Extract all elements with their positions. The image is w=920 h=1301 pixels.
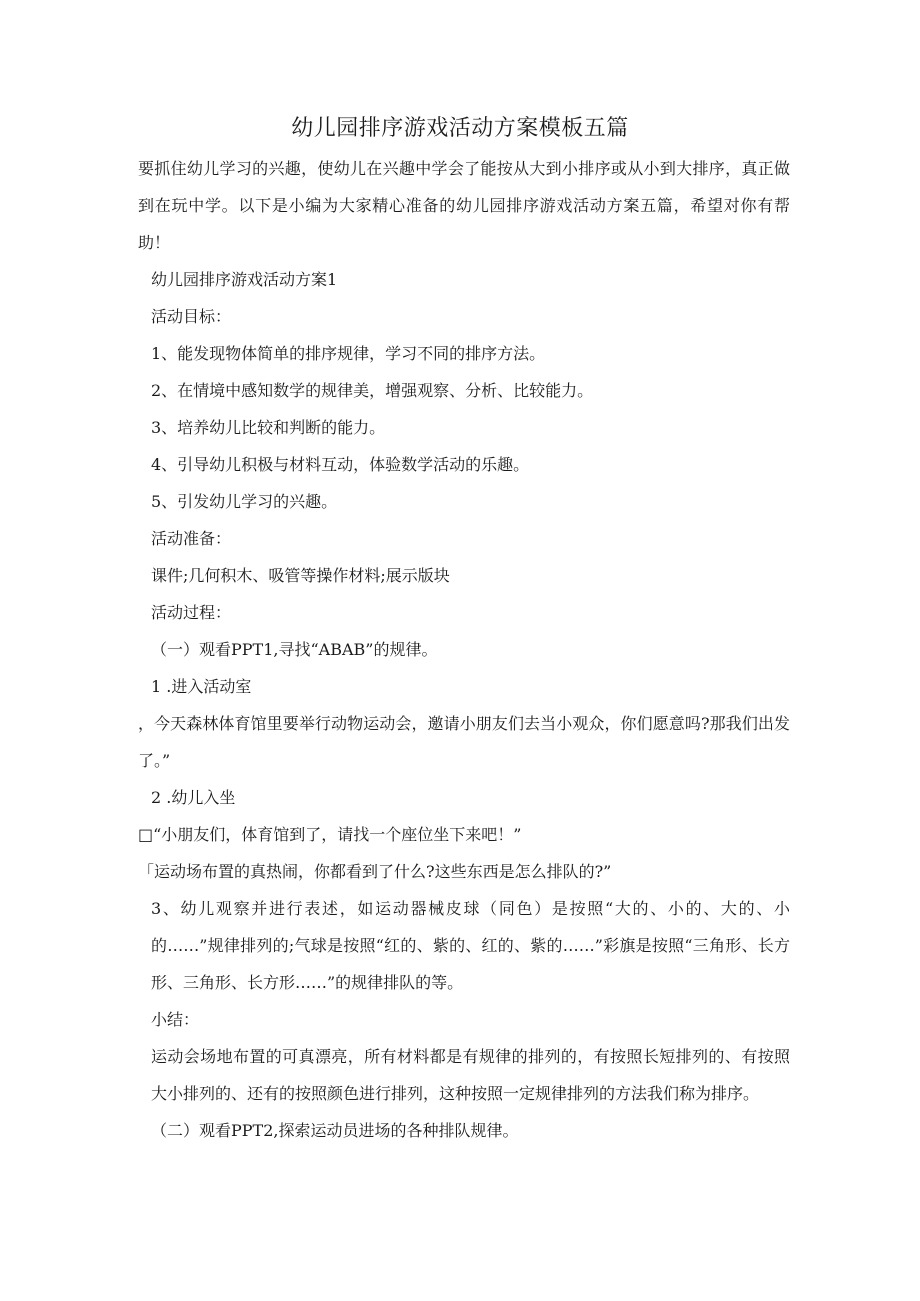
step-heading: （一）观看PPT1,寻找“ABAB”的规律。: [151, 640, 438, 659]
goal-item: 5、引发幼儿学习的兴趣。: [151, 492, 338, 511]
document-title: 幼儿园排序游戏活动方案模板五篇: [291, 116, 629, 141]
goal-item: 3、培养幼儿比较和判断的能力。: [151, 418, 386, 437]
preparation-heading: 活动准备：: [151, 529, 232, 548]
goal-item: 1、能发现物体简单的排序规律，学习不同的排序方法。: [151, 344, 546, 363]
body-paragraph: ，今天森林体育馆里要举行动物运动会，邀请小朋友们去当小观众，你们愿意吗?那我们出发了。”: [138, 714, 790, 770]
step-item: 1 .进入活动室: [151, 677, 252, 696]
goals-heading: 活动目标：: [151, 307, 232, 326]
goal-item: 4、引导幼儿积极与材料互动，体验数学活动的乐趣。: [151, 455, 530, 474]
body-paragraph: □“小朋友们，体育馆到了，请找一个座位坐下来吧！”: [138, 825, 522, 844]
intro-paragraph: 要抓住幼儿学习的兴趣，使幼儿在兴趣中学会了能按从大到小排序或从小到大排序，真正做到在玩中学。以下是小编为大家精心准备的幼儿园排序游戏活动方案五篇，希望对你有帮助！: [138, 159, 790, 252]
preparation-text: 课件;几何积木、吸管等操作材料;展示版块: [151, 566, 450, 585]
body-paragraph: 「运动场布置的真热闹，你都看到了什么?这些东西是怎么排队的?”: [138, 862, 612, 881]
step-heading: （二）观看PPT2,探索运动员进场的各种排队规律。: [151, 1121, 519, 1140]
document-body: [138, 150, 790, 1149]
process-heading: 活动过程：: [151, 603, 232, 622]
summary-heading: 小结：: [151, 1010, 200, 1029]
step-item: 2 .幼儿入坐: [151, 788, 236, 807]
summary-text: 运动会场地布置的可真漂亮，所有材料都是有规律的排列的，有按照长短排列的、有按照大小排列的、还有的按照颜色进行排列，这种按照一定规律排列的方法我们称为排序。: [151, 1047, 790, 1103]
goal-item: 2、在情境中感知数学的规律美，增强观察、分析、比较能力。: [151, 381, 594, 400]
body-paragraph: 3、幼儿观察并进行表述，如运动器械皮球（同色）是按照“大的、小的、大的、小的……”规律排列的;气球是按照“红的、紫的、红的、紫的……”彩旗是按照“三角形、长方形、三角形、长方形……”的规律排队的等。: [151, 899, 790, 992]
section-heading: 幼儿园排序游戏活动方案1: [151, 270, 338, 289]
